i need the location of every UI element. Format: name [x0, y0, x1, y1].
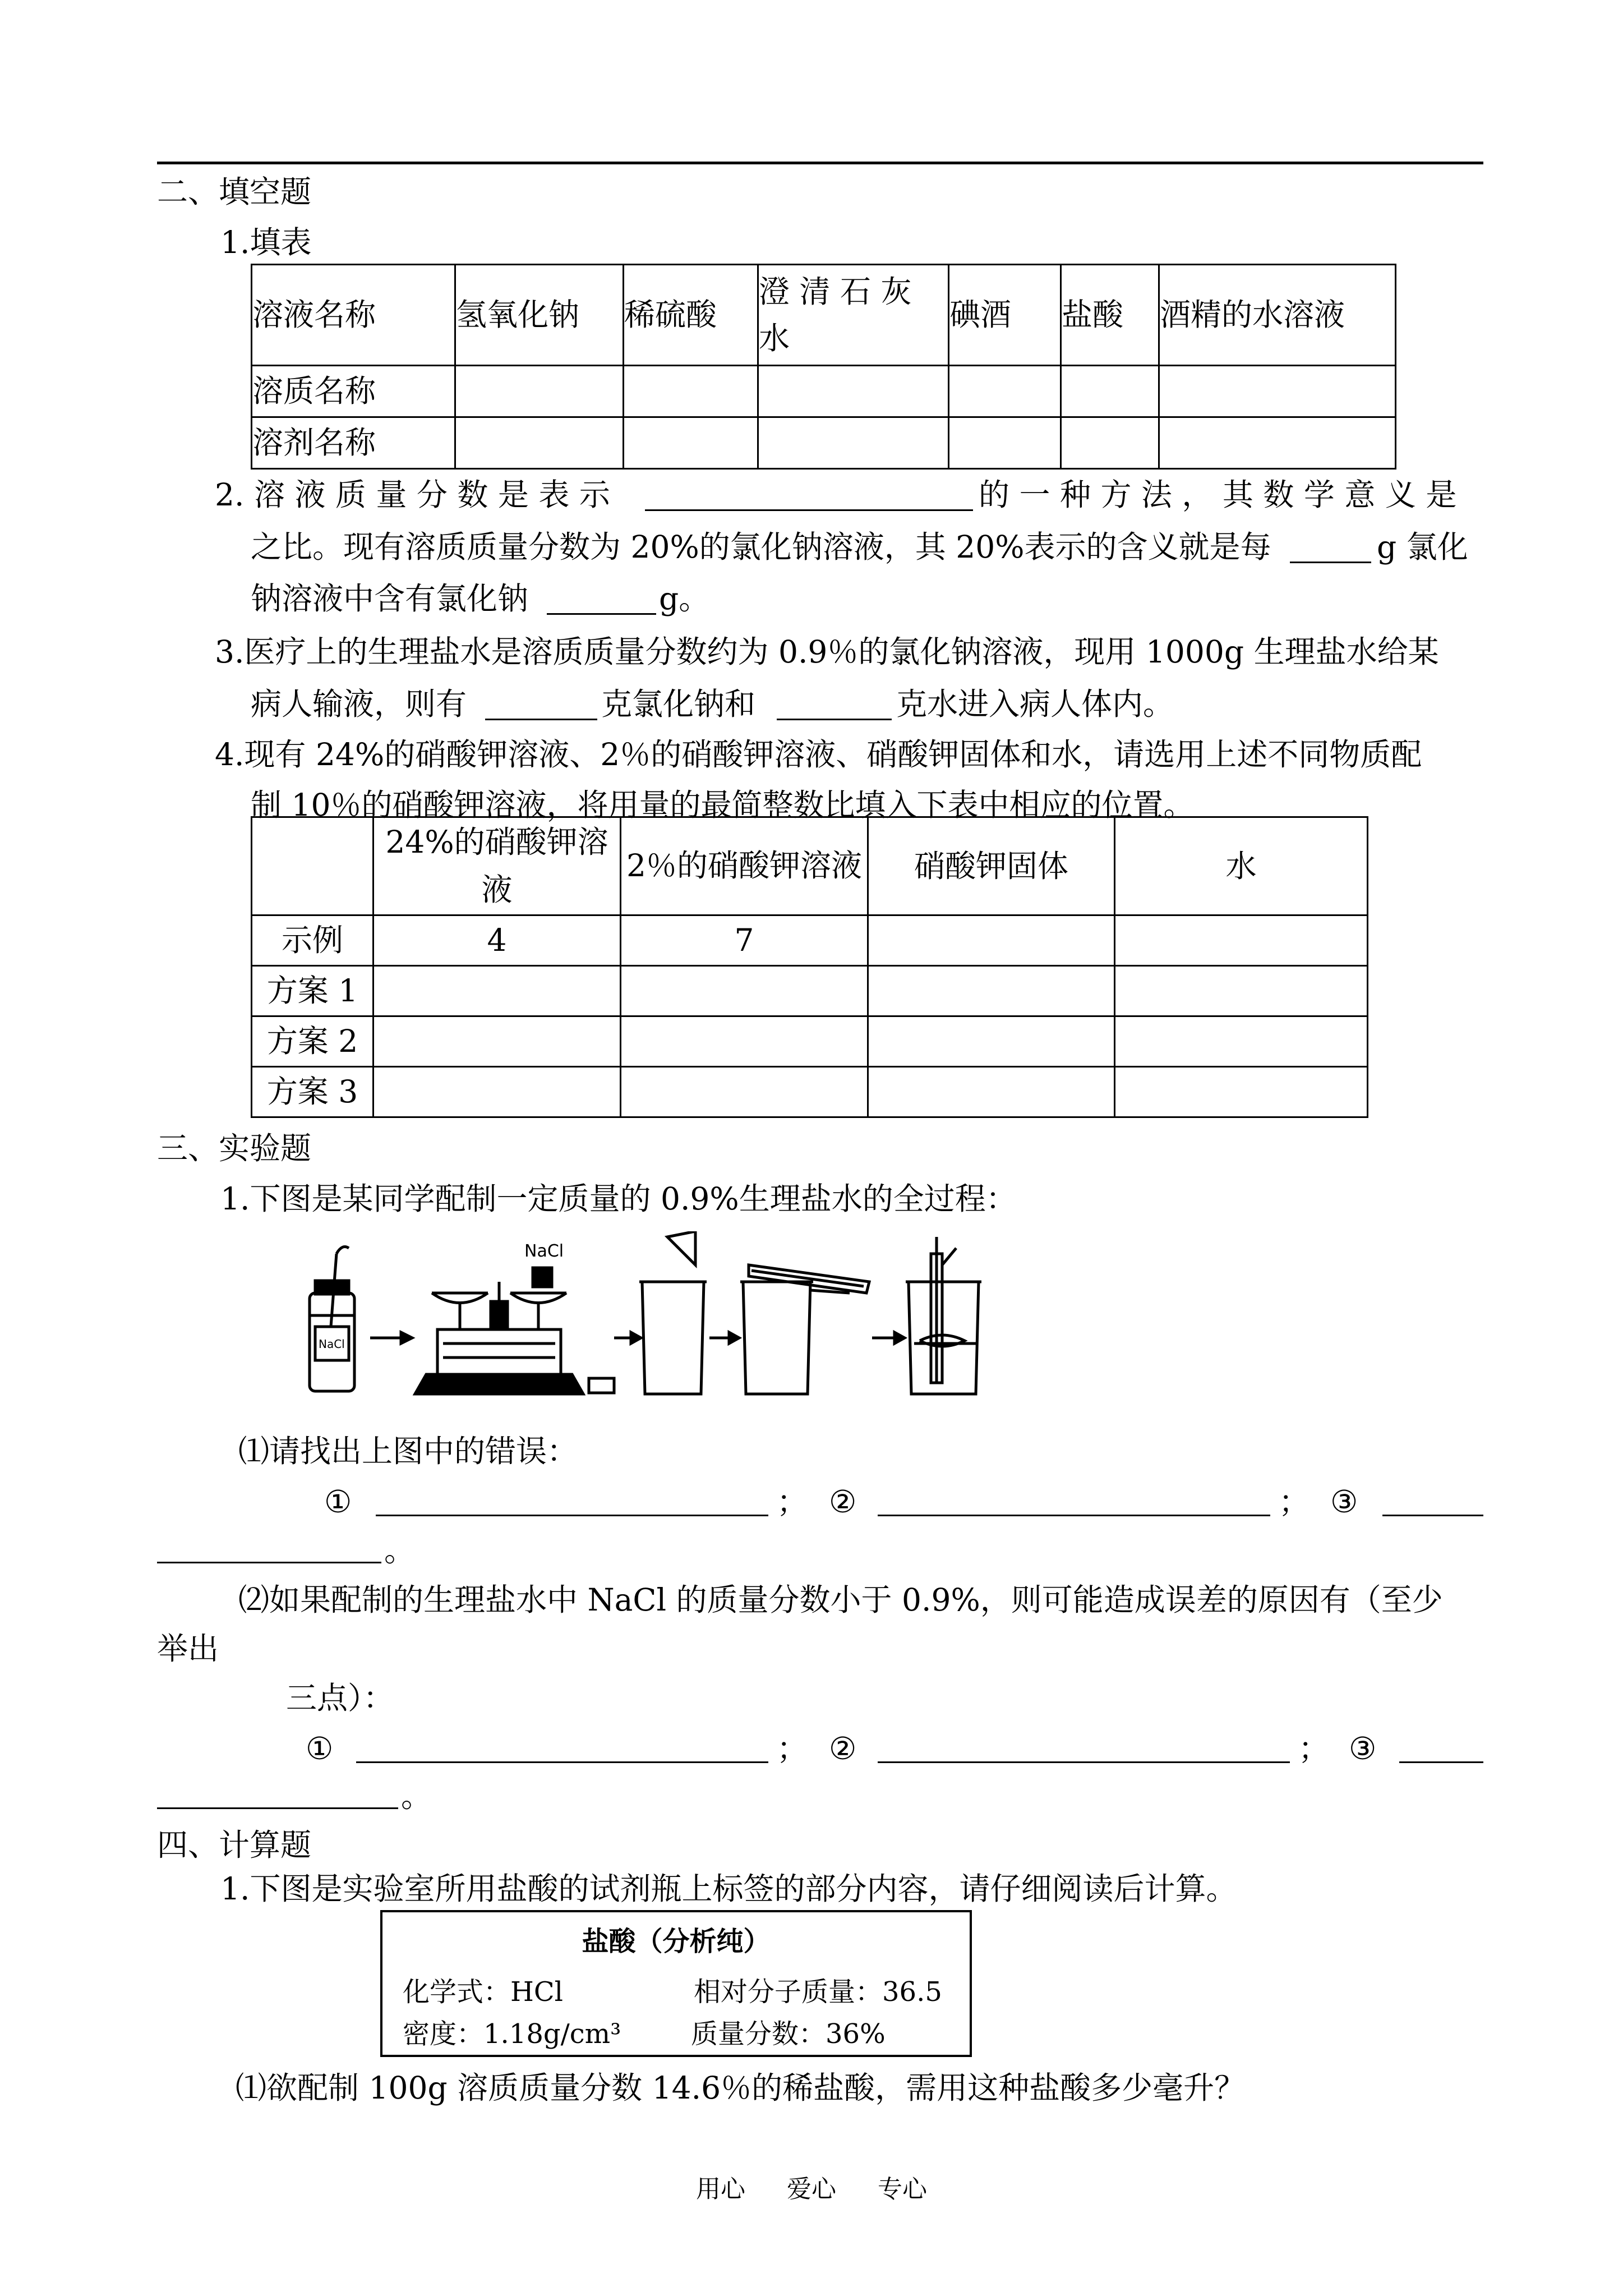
table-cell[interactable] [374, 966, 621, 1016]
error-blank-2[interactable] [878, 1515, 1270, 1516]
exp1-circ1: ① [324, 1484, 352, 1520]
period: 。 [401, 1778, 432, 1814]
table-cell[interactable] [1115, 915, 1368, 966]
bottle-nacl-label: NaCl [319, 1337, 345, 1351]
error-blank-1[interactable] [376, 1515, 768, 1516]
table-cell[interactable] [374, 1016, 621, 1067]
error-blank-3-cont[interactable] [157, 1562, 381, 1563]
table-cell: 酒精的水溶液 [1159, 265, 1396, 366]
table-cell[interactable] [624, 417, 758, 469]
beaker-icon [740, 1265, 869, 1394]
table-cell: 溶质名称 [252, 366, 455, 417]
q3-line1: 3.医疗上的生理盐水是溶质质量分数约为 0.9％的氯化钠溶液，现用 1000g 生理盐水给某 [215, 634, 1439, 670]
table-row [252, 366, 1396, 417]
q2-line1-a: 2. 溶 液 质 量 分 数 是 表 示 [215, 477, 610, 513]
table-row [252, 1016, 1368, 1067]
section-fill-in: 二、填空题 [157, 174, 312, 210]
table-cell: 示例 [252, 915, 374, 966]
table-cell: 澄 清 石 灰 水 [758, 265, 949, 366]
table-row [252, 817, 1368, 915]
reason-blank-3[interactable] [1399, 1761, 1483, 1763]
table-cell[interactable] [1115, 966, 1368, 1016]
reason-blank-3-cont[interactable] [157, 1807, 398, 1809]
table-cell [252, 817, 374, 915]
q4-line2: 制 10％的硝酸钾溶液，将用量的最简整数比填入下表中相应的位置。 [251, 787, 1195, 823]
calc1-title: 1.下图是实验室所用盐酸的试剂瓶上标签的部分内容，请仔细阅读后计算。 [220, 1871, 1237, 1907]
figure-nacl-label: NaCl [524, 1241, 564, 1261]
label-name: 盐酸（分析纯） [582, 1926, 771, 1957]
table-cell: 溶剂名称 [252, 417, 455, 469]
exp1-sub2-line3: 三点）： [286, 1680, 394, 1716]
table-cell[interactable] [1061, 366, 1159, 417]
table-cell: 稀硫酸 [624, 265, 758, 366]
label-formula: 化学式：HCl [403, 1976, 563, 2008]
table-header-cell: 24%的硝酸钾溶液 [374, 817, 621, 915]
table-cell[interactable] [949, 366, 1061, 417]
q2-blank-3[interactable] [547, 613, 656, 615]
q2-blank-2[interactable] [1290, 562, 1371, 563]
exp1-sub2-line1: ⑵如果配制的生理盐水中 NaCl 的质量分数小于 0.9%，则可能造成误差的原因有（至少 [238, 1582, 1443, 1618]
footer: 用心 爱心 专心 [696, 2175, 927, 2203]
exp1-sub1: ⑴请找出上图中的错误： [238, 1433, 578, 1469]
label-mass: 相对分子质量：36.5 [694, 1976, 942, 2008]
table-cell[interactable] [758, 417, 949, 469]
table-cell[interactable] [949, 417, 1061, 469]
exp1-title: 1.下图是某同学配制一定质量的 0.9%生理盐水的全过程： [220, 1181, 1017, 1217]
error-blank-3[interactable] [1382, 1515, 1483, 1516]
table-cell: 方案 2 [252, 1016, 374, 1067]
q2-line3-a: 钠溶液中含有氯化钠 [251, 581, 529, 616]
exp1-circ2: ② [829, 1731, 857, 1766]
table-cell[interactable] [1159, 417, 1396, 469]
table-row [252, 265, 1396, 366]
exp1-circ2: ② [829, 1484, 857, 1520]
sep: ； [777, 1731, 808, 1766]
table-cell[interactable] [758, 366, 949, 417]
exp1-circ3: ③ [1349, 1731, 1377, 1766]
experiment-figure [303, 1231, 1043, 1400]
table-cell[interactable] [1115, 1016, 1368, 1067]
q3-blank-1[interactable] [485, 719, 597, 720]
period: 。 [384, 1533, 416, 1568]
q4-table [251, 816, 1368, 1118]
section-experiment: 三、实验题 [157, 1130, 312, 1166]
q1-title: 1.填表 [220, 224, 312, 260]
q3-line2-b: 克氯化钠和 [601, 686, 756, 722]
nacl-bottle-icon [310, 1247, 354, 1391]
table-cell: 盐酸 [1061, 265, 1159, 366]
q1-table [251, 264, 1396, 470]
beaker-icon [639, 1231, 707, 1394]
q4-line1: 4.现有 24%的硝酸钾溶液、2％的硝酸钾溶液、硝酸钾固体和水，请选用上述不同物质配 [215, 737, 1422, 772]
q2-line2-b: g 氯化 [1377, 529, 1468, 565]
table-row [252, 417, 1396, 469]
table-cell[interactable] [868, 915, 1115, 966]
arrow-icon [614, 1332, 641, 1343]
table-cell[interactable] [621, 1016, 868, 1067]
table-cell: 碘酒 [949, 265, 1061, 366]
table-header-cell: 水 [1115, 817, 1368, 915]
q2-line1-b: 的 一 种 方 法 ， 其 数 学 意 义 是 [979, 477, 1457, 513]
q2-line2-a: 之比。现有溶质质量分数为 20%的氯化钠溶液，其 20%表示的含义就是每 [251, 529, 1271, 565]
label-fraction: 质量分数：36% [691, 2018, 886, 2050]
q3-line2-a: 病人输液，则有 [251, 686, 467, 722]
table-cell: 7 [621, 915, 868, 966]
reason-blank-1[interactable] [356, 1761, 768, 1763]
q2-line3-b: g。 [659, 581, 710, 616]
arrow-icon [370, 1332, 412, 1343]
exp1-circ1: ① [306, 1731, 334, 1766]
table-cell[interactable] [1061, 417, 1159, 469]
section-calculation: 四、计算题 [157, 1827, 312, 1863]
table-header-cell: 硝酸钾固体 [868, 817, 1115, 915]
q2-blank-1[interactable] [645, 509, 973, 511]
calc1-sub1: ⑴欲配制 100g 溶质质量分数 14.6％的稀盐酸，需用这种盐酸多少毫升？ [236, 2070, 1246, 2106]
sep: ； [777, 1484, 808, 1520]
table-cell: 4 [374, 915, 621, 966]
sep: ； [1298, 1731, 1330, 1766]
reason-blank-2[interactable] [878, 1761, 1290, 1763]
table-cell[interactable] [868, 1016, 1115, 1067]
table-cell[interactable] [1159, 366, 1396, 417]
table-header-cell: 2％的硝酸钾溶液 [621, 817, 868, 915]
table-cell[interactable] [868, 1067, 1115, 1117]
arrow-icon [709, 1332, 739, 1343]
table-cell: 方案 1 [252, 966, 374, 1016]
beaker-icon [906, 1237, 981, 1394]
reagent-label [380, 1910, 972, 2057]
table-row [252, 966, 1368, 1016]
table-cell[interactable] [868, 966, 1115, 1016]
table-cell: 方案 3 [252, 1067, 374, 1117]
q3-line2-c: 克水进入病人体内。 [896, 686, 1174, 722]
label-density: 密度：1.18g/cm³ [403, 2018, 621, 2050]
sep: ； [1279, 1484, 1310, 1520]
top-rule [157, 162, 1483, 164]
table-cell[interactable] [621, 1067, 868, 1117]
table-cell[interactable] [455, 366, 624, 417]
table-cell[interactable] [374, 1067, 621, 1117]
table-cell[interactable] [621, 966, 868, 1016]
table-cell[interactable] [624, 366, 758, 417]
table-cell: 氢氧化钠 [455, 265, 624, 366]
table-cell[interactable] [1115, 1067, 1368, 1117]
arrow-icon [872, 1332, 905, 1343]
balance-icon [415, 1268, 614, 1394]
table-row [252, 915, 1368, 966]
table-cell[interactable] [455, 417, 624, 469]
exp1-circ3: ③ [1330, 1484, 1358, 1520]
table-cell: 溶液名称 [252, 265, 455, 366]
exp1-sub2-line2: 举出 [157, 1631, 219, 1667]
table-row [252, 1067, 1368, 1117]
q3-blank-2[interactable] [777, 719, 892, 720]
